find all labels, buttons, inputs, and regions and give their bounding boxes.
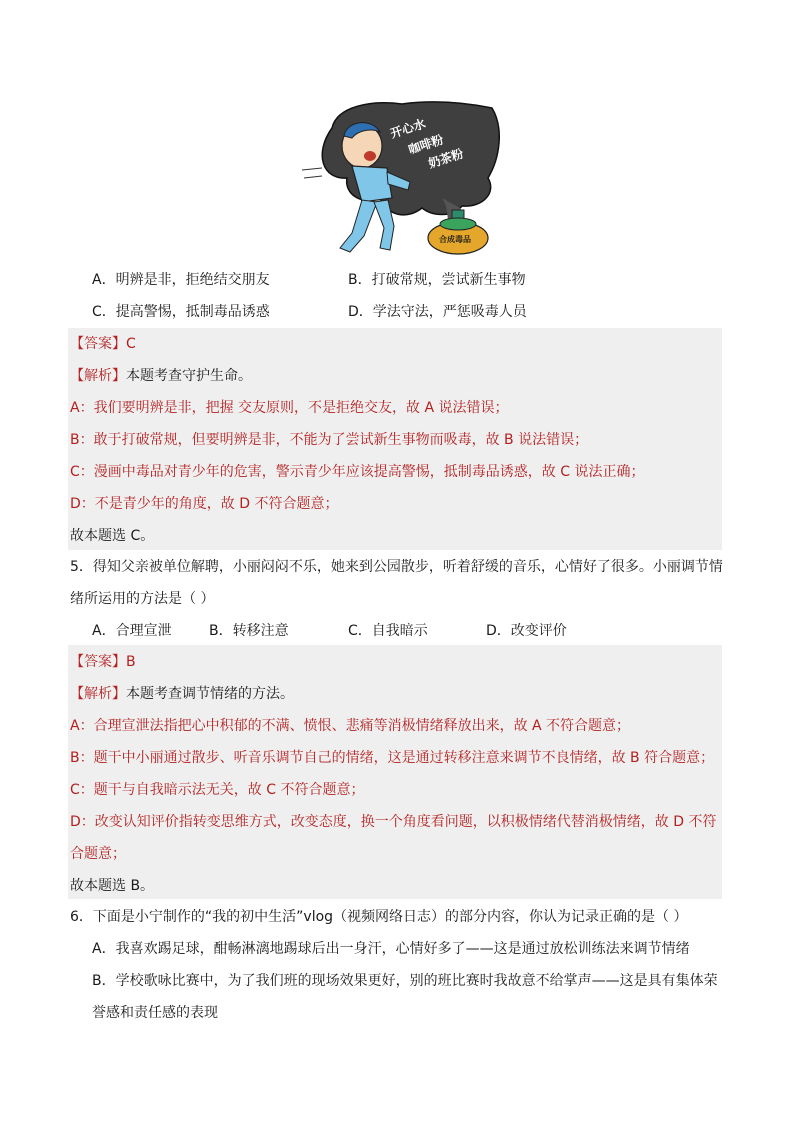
answer-value: B [126,654,136,670]
q5-option-b: B．转移注意 [209,623,289,639]
q4-analysis-line [70,366,252,386]
analysis-text: 本题考查守护生命。 [126,368,252,384]
q4-option-a: A．明辨是非，拒绝结交朋友 [92,272,270,288]
bottle-label: 合成毒品 [439,235,471,244]
q5-analysis-b: B：题干中小丽通过散步、听音乐调节自己的情绪，这是通过转移注意来调节不良情绪，故 B 符合题意； [70,750,715,766]
answer-tag: 【答案】 [70,336,126,352]
smoke-caption-3: 奶茶粉 [426,146,466,171]
q4-option-d: D．学法守法，严惩吸毒人员 [348,304,527,320]
q5-option-a: A．合理宣泄 [92,623,172,639]
boy-mouth [364,151,376,161]
analysis-tag: 【解析】 [70,686,126,702]
analysis-text: 本题考查调节情绪的方法。 [126,686,294,702]
smoke-caption-2: 咖啡粉 [406,132,446,157]
q4-analysis-a: A：我们要明辨是非，把握 交友原则，不是拒绝交友，故 A 说法错误； [70,400,509,416]
answer-value: C [126,336,136,352]
q5-analysis-d: D：改变认知评价指转变思维方式，改变态度，换一个角度看问题，以积极情绪代替消极情绪，故 D 不符 [70,814,717,830]
q6-stem: 6．下面是小宁制作的“我的初中生活”vlog（视频网络日志）的部分内容，你认为记录正确的是（ ） [70,909,688,925]
q4-analysis-c: C：漫画中毒品对青少年的危害，警示青少年应该提高警惕，抵制毒品诱惑，故 C 说法正确； [70,464,645,480]
q5-option-c: C．自我暗示 [348,623,428,639]
q5-conclusion: 故本题选 B。 [70,878,155,894]
q5-stem-line-1: 5．得知父亲被单位解聘，小丽闷闷不乐，她来到公园散步，听着舒缓的音乐，心情好了很多。小丽调节情 [70,559,723,575]
q4-conclusion: 故本题选 C。 [70,528,155,544]
q4-option-c: C．提高警惕，抵制毒品诱惑 [92,304,270,320]
bottle-shoulder [440,218,476,230]
motion-lines [302,168,322,178]
q6-option-a: A．我喜欢踢足球，酣畅淋漓地踢球后出一身汗，心情好多了——这是通过放松训练法来调节情绪 [92,941,690,957]
q5-analysis-c: C：题干与自我暗示法无关，故 C 不符合题意； [70,782,365,798]
q4-answer-line [70,334,136,354]
q5-analysis-d-cont: 合题意； [70,846,126,862]
q5-analysis-a: A：合理宣泄法指把心中积郁的不满、愤恨、悲痛等消极情绪释放出来，故 A 不符合题意； [70,718,631,734]
anti-drug-cartoon [292,98,502,258]
q5-analysis-line [70,684,294,704]
analysis-tag: 【解析】 [70,368,126,384]
q6-option-b-line-2: 誉感和责任感的表现 [92,1005,218,1021]
boy-leg-left [340,200,377,252]
answer-tag: 【答案】 [70,654,126,670]
q6-option-b-line-1: B．学校歌咏比赛中，为了我们班的现场效果更好，别的班比赛时我故意不给掌声——这是具有集体荣 [92,973,718,989]
q4-analysis-d: D：不是青少年的角度，故 D 不符合题意； [70,496,339,512]
q5-option-d: D．改变评价 [486,623,567,639]
q5-answer-line [70,652,136,672]
q5-stem-line-2: 绪所运用的方法是（ ） [70,591,215,607]
q4-analysis-b: B：敢于打破常规，但要明辨是非，不能为了尝试新生事物而吸毒，故 B 说法错误； [70,432,589,448]
smoke-caption-1: 开心水 [388,116,428,141]
q4-option-b: B．打破常规，尝试新生事物 [348,272,526,288]
